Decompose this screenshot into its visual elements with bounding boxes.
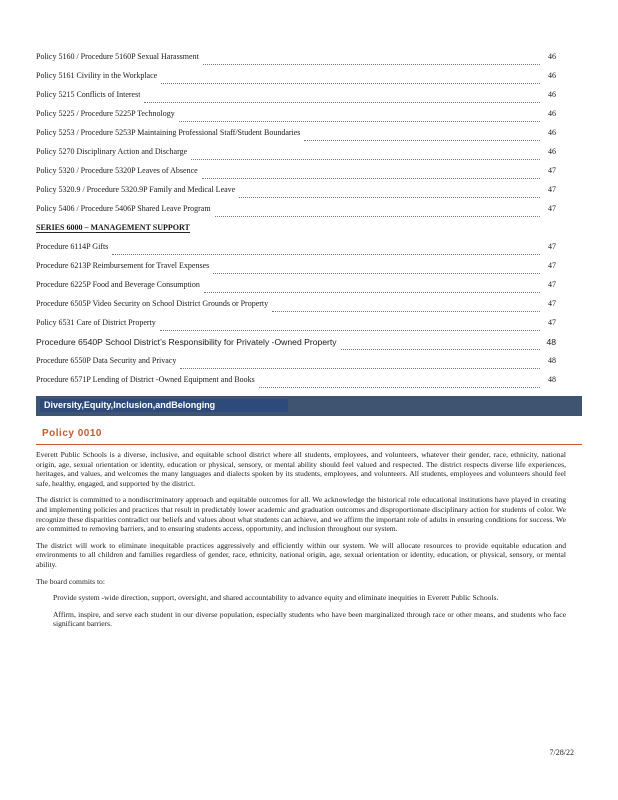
toc-leader-dots	[144, 101, 540, 103]
toc-entry	[36, 166, 556, 185]
toc-page-number: 47	[548, 166, 556, 175]
toc-leader-dots	[213, 272, 540, 274]
toc-leader-dots	[259, 386, 540, 388]
toc-leader-dots	[179, 120, 540, 122]
toc-leader-dots	[341, 348, 540, 350]
toc-page-number: 46	[548, 71, 556, 80]
toc-entry-title: Policy 5320.9 / Procedure 5320.9P Family and Medical Leave	[36, 185, 236, 194]
toc-entry-title: Policy 5253 / Procedure 5253P Maintaining Professional Staff/Student Boundaries	[36, 128, 301, 137]
toc-page-number: 46	[548, 147, 556, 156]
toc-leader-dots	[112, 253, 540, 255]
toc-entry-title: Procedure 6114P Gifts	[36, 242, 109, 251]
toc-entry	[36, 318, 556, 337]
toc-leader-dots	[272, 310, 540, 312]
toc-entry-title: Procedure 6505P Video Security on School District Grounds or Property	[36, 299, 269, 308]
toc-entry	[36, 204, 556, 223]
list-item	[36, 610, 566, 629]
toc-entry	[36, 90, 556, 109]
toc-page-number: 47	[548, 185, 556, 194]
toc-page-number: 48	[548, 356, 556, 365]
toc-page-number: 47	[548, 242, 556, 251]
toc-page-number: 47	[548, 318, 556, 327]
toc-entry-title: Policy 5406 / Procedure 5406P Shared Leave Program	[36, 204, 211, 213]
policy-paragraph: The district will work to eliminate inequitable practices aggressively and efficiently within our system. We will allocate resources to provide equitable education and environments to all children and families regardless of gender, race, ethnicity, national origin, age, sexual orientation or identity, education, or physical, sensory, or mental ability.	[36, 540, 566, 569]
toc-leader-dots	[204, 291, 540, 293]
toc-entry	[36, 185, 556, 204]
toc-leader-dots	[160, 329, 540, 331]
toc-page-number: 47	[548, 204, 556, 213]
toc-page-number: 46	[548, 128, 556, 137]
toc-entry-title: Policy 6531 Care of District Property	[36, 318, 156, 327]
toc-entry-title: SERIES 6000 – MANAGEMENT SUPPORT	[36, 223, 190, 232]
list-item-text: Provide system -wide direction, support, oversight, and shared accountability to advance equity and eliminate inequities in Everett Public Schools.	[53, 593, 499, 603]
toc-leader-dots	[304, 139, 540, 141]
toc-entry	[36, 71, 556, 90]
toc-page-number: 48	[548, 375, 556, 384]
toc-leader-dots	[180, 367, 540, 369]
toc-entry-title: Policy 5161 Civility in the Workplace	[36, 71, 158, 80]
toc-entry	[36, 242, 556, 261]
toc-leader-dots	[203, 63, 540, 65]
policy-title: Policy 0010	[42, 428, 102, 439]
toc-page-number: 46	[548, 52, 556, 61]
toc-entry-title: Procedure 6571P Lending of District -Owned Equipment and Books	[36, 375, 255, 384]
policy-paragraph: The board commits to:	[36, 576, 105, 586]
policy-paragraph: Everett Public Schools is a diverse, inclusive, and equitable school district where all students, employees, and volunteers, whatever their gender, race, ethnicity, national origin, age, sexual orientation or identity, education or physical, sensory, or mental ability should feel valued and respected. The district respects diverse life experiences, heritages, and values, and welcomes the many languages and dialects spoken by its students, employees, and volunteers. All students, employees and volunteers should feel safe, healthy, engaged, and supported by the district.	[36, 450, 566, 488]
toc-page-number: 47	[548, 299, 556, 308]
toc-page-number: 46	[548, 90, 556, 99]
section-banner-title: Diversity,Equity,Inclusion,andBelonging	[40, 399, 288, 412]
toc-entry	[36, 109, 556, 128]
list-item	[36, 593, 566, 603]
toc-entry-title: Procedure 6540P School District’s Responsibility for Privately -Owned Property	[36, 337, 337, 347]
toc-leader-dots	[239, 196, 540, 198]
list-item-text: Affirm, inspire, and serve each student in our diverse population, especially students who have been marginalized through race or other means, and students who face significant barriers.	[53, 609, 566, 629]
toc-entry	[36, 280, 556, 299]
toc-leader-dots	[161, 82, 540, 84]
toc-entry-title: Policy 5160 / Procedure 5160P Sexual Harassment	[36, 52, 199, 61]
toc-page-number: 46	[548, 109, 556, 118]
policy-title-rule	[36, 444, 582, 445]
policy-paragraph: The district is committed to a nondiscriminatory approach and equitable outcomes for all. We acknowledge the historical role educational institutions have played in creating and implementing policies and practices that result in predictably lower academic and graduation outcomes and disproportionate disciplinary action for students of color. We recognize these disparities contradict our beliefs and values about what students can achieve, and we affirm the important role of adults in ensuring conditions for success. We are committed to removing barriers, and to ensuring students access, opportunity, and inclusion throughout our system.	[36, 495, 566, 534]
toc-entry-title: Policy 5270 Disciplinary Action and Discharge	[36, 147, 188, 156]
toc-leader-dots	[202, 177, 540, 179]
toc-entry	[36, 337, 556, 356]
toc-entry	[36, 128, 556, 147]
commitments-list	[36, 593, 566, 629]
toc-page-number: 47	[548, 261, 556, 270]
toc-leader-dots	[215, 215, 540, 217]
toc-entry-title: Procedure 6225P Food and Beverage Consumption	[36, 280, 200, 289]
toc-entry-title: Policy 5320 / Procedure 5320P Leaves of Absence	[36, 166, 198, 175]
toc-entry	[36, 261, 556, 280]
toc-page-number: 48	[546, 337, 556, 347]
toc-entry	[36, 52, 556, 71]
footer-date: 7/28/22	[549, 748, 574, 757]
toc-series-heading	[36, 223, 556, 242]
table-of-contents	[36, 52, 556, 394]
toc-entry	[36, 356, 556, 375]
toc-entry	[36, 299, 556, 318]
toc-entry-title: Procedure 6550P Data Security and Privacy	[36, 356, 177, 365]
toc-entry	[36, 375, 556, 394]
policy-body	[36, 450, 566, 636]
toc-entry-title: Policy 5215 Conflicts of Interest	[36, 90, 141, 99]
toc-entry-title: Policy 5225 / Procedure 5225P Technology	[36, 109, 175, 118]
toc-leader-dots	[191, 158, 540, 160]
section-banner	[36, 396, 582, 416]
toc-entry	[36, 147, 556, 166]
toc-page-number: 47	[548, 280, 556, 289]
toc-entry-title: Procedure 6213P Reimbursement for Travel Expenses	[36, 261, 210, 270]
